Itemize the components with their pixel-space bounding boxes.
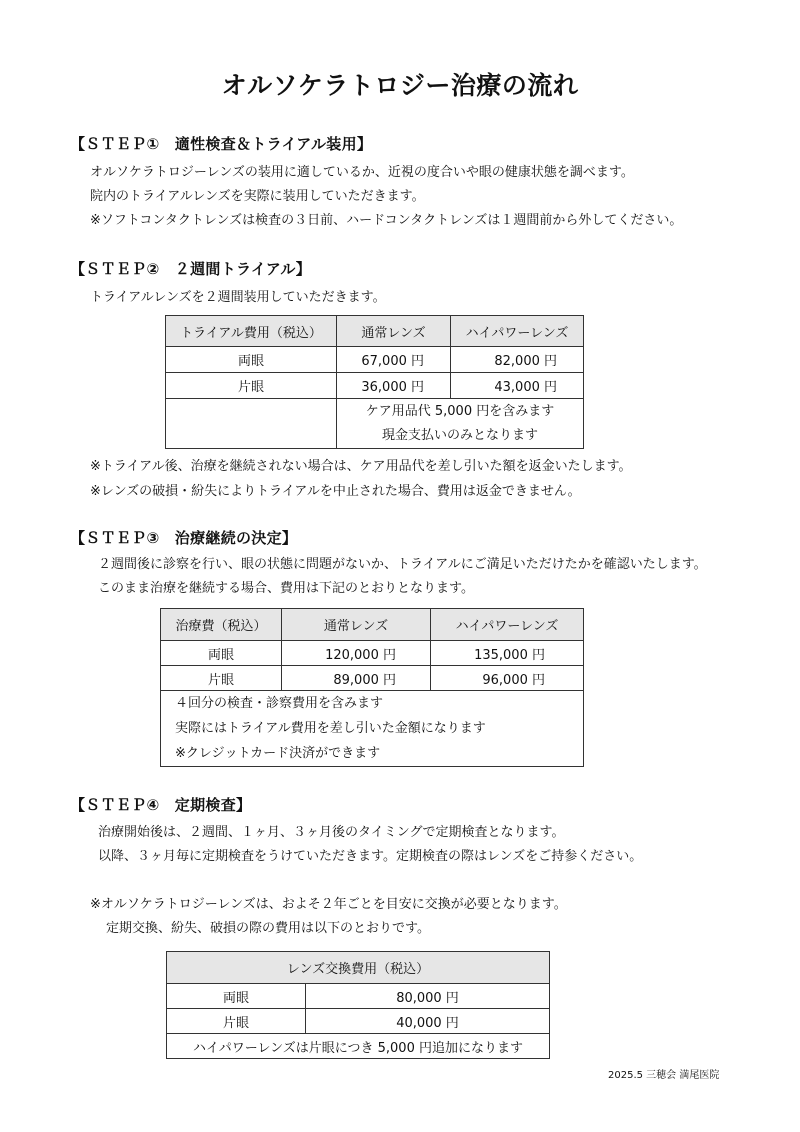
- step4-line-1: 治療開始後は、２週間、１ヶ月、３ヶ月後のタイミングで定期検査となります。: [98, 825, 565, 840]
- trial-note-2: 現金支払いのみとなります: [381, 427, 538, 443]
- step1-heading: 【ＳＴＥＰ① 適性検査＆トライアル装用】: [70, 135, 373, 153]
- table-row: [167, 1009, 550, 1034]
- treatment-notes: [161, 691, 584, 767]
- step3-heading: 【ＳＴＥＰ③ 治療継続の決定】: [70, 529, 298, 547]
- table-row: [161, 641, 584, 666]
- page-title: オルソケラトロジー治療の流れ: [221, 71, 579, 100]
- treatment-table-header-highpower: ハイパワーレンズ: [431, 609, 584, 641]
- trial-note-empty: [166, 399, 337, 449]
- step1-line-3: ※ソフトコンタクトレンズは検査の３日前、ハードコンタクトレンズは１週間前から外してください。: [90, 213, 683, 228]
- step4-line-2: 以降、３ヶ月毎に定期検査をうけていただきます。定期検査の際はレンズをご持参ください。: [98, 849, 643, 864]
- trial-fee-table: [165, 315, 584, 449]
- trial-table-header-highpower: ハイパワーレンズ: [451, 316, 584, 347]
- treatment-row-one-label: 片眼: [161, 666, 282, 691]
- treatment-row-one-highpower: 96,000 円: [431, 666, 584, 691]
- step2-after-2: ※レンズの破損・紛失によりトライアルを中止された場合、費用は返金できません。: [90, 484, 581, 499]
- footer-date-clinic: 2025.5 三穂会 満尾医院: [608, 1070, 720, 1081]
- treatment-row-both-label: 両眼: [161, 641, 282, 666]
- step4-heading: 【ＳＴＥＰ④ 定期検査】: [70, 796, 252, 814]
- exchange-row-one-label: 片眼: [167, 1009, 306, 1034]
- table-row: [166, 347, 584, 373]
- step3-line-1: ２週間後に診察を行い、眼の状態に問題がないか、トライアルにご満足いただけたかを確認いたします。: [98, 557, 707, 572]
- exchange-row-both-label: 両眼: [167, 984, 306, 1009]
- table-row: [166, 373, 584, 399]
- lens-exchange-table: [166, 951, 550, 1059]
- table-row: [167, 984, 550, 1009]
- exchange-table-note: ハイパワーレンズは片眼につき 5,000 円追加になります: [167, 1034, 550, 1059]
- treatment-note-1: ４回分の検査・診察費用を含みます: [175, 696, 384, 711]
- exchange-table-header: レンズ交換費用（税込）: [167, 952, 550, 984]
- exchange-line-2: 定期交換、紛失、破損の際の費用は以下のとおりです。: [106, 921, 430, 936]
- trial-row-one-label: 片眼: [166, 373, 337, 399]
- trial-note-1: ケア用品代 5,000 円を含みます: [365, 403, 555, 419]
- trial-notes: [337, 399, 584, 449]
- trial-row-both-normal: 67,000 円: [337, 347, 451, 373]
- treatment-row-both-highpower: 135,000 円: [431, 641, 584, 666]
- step2-intro: トライアルレンズを２週間装用していただきます。: [90, 290, 386, 305]
- step2-heading: 【ＳＴＥＰ② ２週間トライアル】: [70, 260, 312, 278]
- treatment-table-header-label: 治療費（税込）: [161, 609, 282, 641]
- trial-row-both-highpower: 82,000 円: [451, 347, 584, 373]
- exchange-line-1: ※オルソケラトロジーレンズは、およそ２年ごとを目安に交換が必要となります。: [90, 897, 567, 912]
- trial-row-one-normal: 36,000 円: [337, 373, 451, 399]
- treatment-note-2: 実際にはトライアル費用を差し引いた金額になります: [175, 721, 486, 736]
- step2-after-1: ※トライアル後、治療を継続されない場合は、ケア用品代を差し引いた額を返金いたします。: [90, 459, 632, 474]
- treatment-note-3: ※クレジットカード決済ができます: [175, 746, 381, 761]
- trial-table-header-label: トライアル費用（税込）: [166, 316, 337, 347]
- treatment-fee-table: [160, 608, 584, 767]
- table-row: [161, 666, 584, 691]
- treatment-table-header-normal: 通常レンズ: [282, 609, 431, 641]
- exchange-row-one-price: 40,000 円: [306, 1009, 550, 1034]
- treatment-row-both-normal: 120,000 円: [282, 641, 431, 666]
- trial-table-header-normal: 通常レンズ: [337, 316, 451, 347]
- trial-row-one-highpower: 43,000 円: [451, 373, 584, 399]
- treatment-row-one-normal: 89,000 円: [282, 666, 431, 691]
- step1-line-1: オルソケラトロジーレンズの装用に適しているか、近視の度合いや眼の健康状態を調べます。: [90, 165, 634, 180]
- trial-row-both-label: 両眼: [166, 347, 337, 373]
- step1-line-2: 院内のトライアルレンズを実際に装用していただきます。: [90, 189, 425, 204]
- exchange-row-both-price: 80,000 円: [306, 984, 550, 1009]
- step3-line-2: このまま治療を継続する場合、費用は下記のとおりとなります。: [98, 581, 474, 596]
